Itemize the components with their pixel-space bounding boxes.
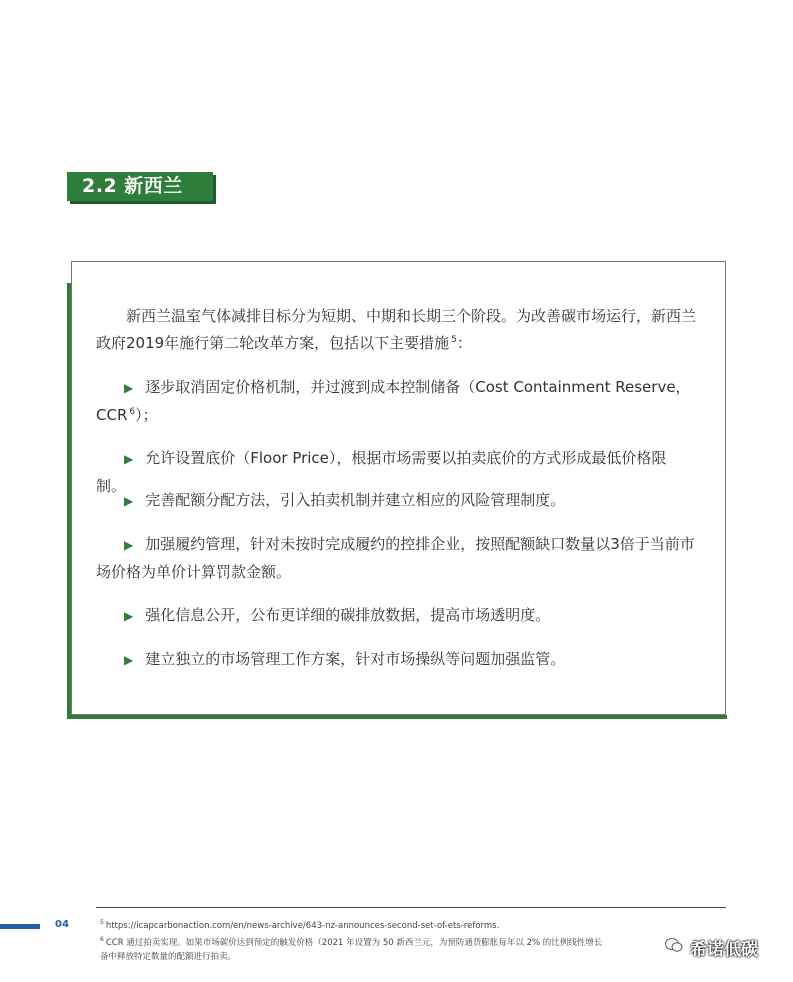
footnote-ref-5[interactable]: 5 [451,335,457,345]
bullet-item [96,646,696,674]
bullet-item [96,487,696,515]
bullet-item [96,531,696,586]
triangle-bullet-icon: ▶ [124,538,134,552]
triangle-bullet-icon: ▶ [124,653,134,667]
triangle-bullet-icon: ▶ [124,381,134,395]
footer-divider [96,907,726,908]
triangle-bullet-icon: ▶ [124,609,134,623]
watermark-text: 希诺低碳 [690,940,758,960]
wechat-icon [665,937,683,953]
footnote-number: 6 [100,936,104,944]
intro-tail: ： [456,334,472,352]
footnote-6-cont [100,951,236,964]
triangle-bullet-icon: ▶ [124,494,134,508]
bullet-text: 逐步取消固定价格机制，并过渡到成本控制储备（Cost Containment Reserve，CCR [96,378,691,424]
footnote-text: CCR 通过拍卖实现。如果市场碳价达到预定的触发价格（2021 年设置为 50 新西兰元，为预防通货膨胀每年以 2% 的比例线性增长 [105,938,603,948]
footnote-5 [100,920,499,933]
footer-accent-bar [0,924,40,929]
intro-text: 新西兰温室气体减排目标分为短期、中期和长期三个阶段。为改善碳市场运行，新西兰政府2019年施行第二轮改革方案，包括以下主要措施 [96,307,697,352]
section-title: 2.2 新西兰 [67,172,213,201]
bullet-text: 允许设置底价（Floor Price），根据市场需要以拍卖底价的方式形成最低价格限制。 [96,449,667,495]
page-number: 04 [55,919,69,930]
bullet-text: 建立独立的市场管理工作方案，针对市场操纵等问题加强监管。 [145,650,566,668]
footnote-link[interactable]: https://icapcarbonaction.com/en/news-archive/643-nz-announces-second-set-of-ets-reforms. [105,921,500,931]
bullet-item [96,602,696,630]
footnote-6 [100,937,602,950]
bullet-text: 完善配额分配方法，引入拍卖机制并建立相应的风险管理制度。 [145,491,566,509]
bullet-text: 加强履约管理，针对未按时完成履约的控排企业，按照配额缺口数量以3倍于当前市场价格为单价计算罚款金额。 [96,535,695,581]
bullet-item [96,374,696,429]
footnote-text: 备中释放特定数量的配额进行拍卖。 [100,952,237,962]
footnote-ref-6[interactable]: 6 [129,407,136,417]
bullet-tail: ）； [135,406,158,424]
bullet-text: 强化信息公开，公布更详细的碳排放数据，提高市场透明度。 [145,606,551,624]
footnote-number: 5 [100,919,104,927]
triangle-bullet-icon: ▶ [124,452,134,466]
intro-paragraph [96,303,696,357]
